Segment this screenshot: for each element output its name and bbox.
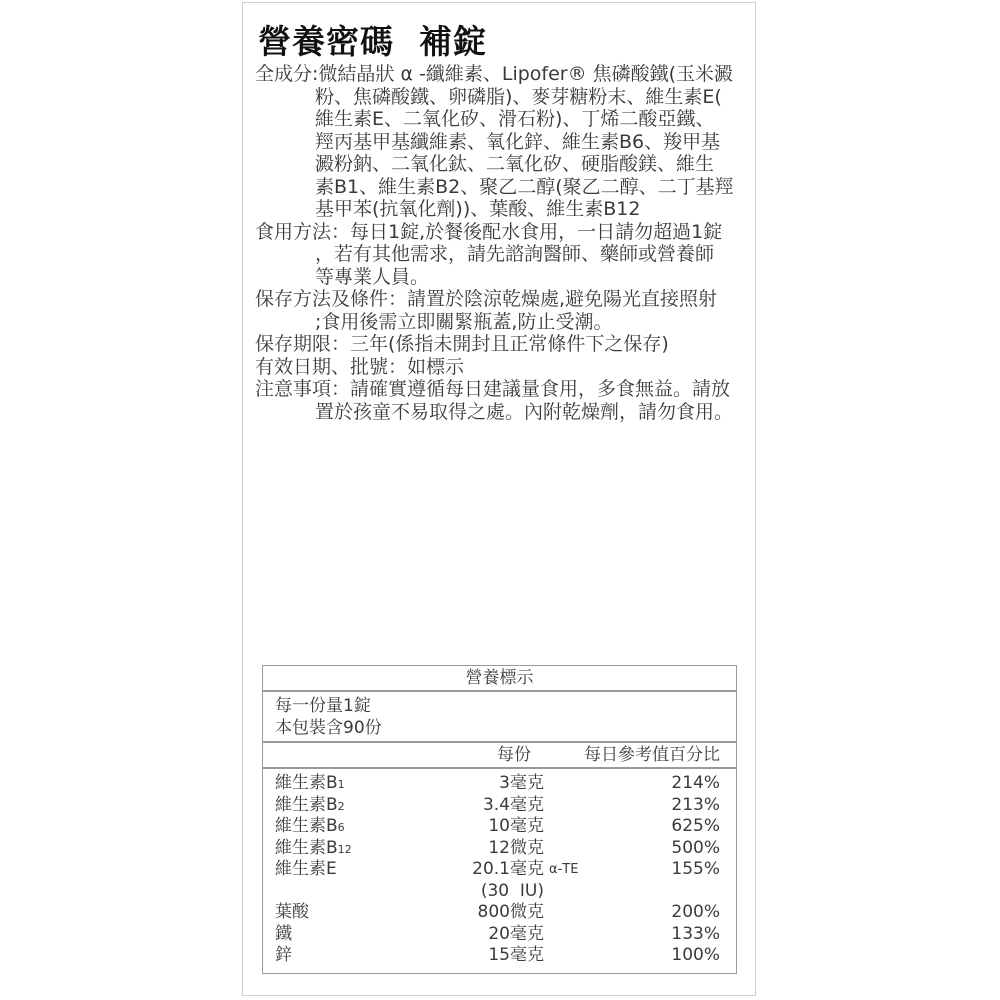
nutrient-name: 維生素E xyxy=(275,859,337,879)
section-continuation-line: ;食用後需立即關緊瓶蓋,防止受潮。 xyxy=(315,310,613,333)
nutrient-row xyxy=(263,902,736,924)
nutrient-row xyxy=(263,859,736,881)
serving-info xyxy=(263,692,736,743)
nutrient-daily-value: 155% xyxy=(671,859,720,879)
nutrient-amount: 3毫克 xyxy=(499,773,544,793)
section-continuation-line: 維生素E、二氧化矽、滑石粉)、丁烯二酸亞鐵、 xyxy=(315,108,715,130)
nutrient-amount: 3.4毫克 xyxy=(482,794,544,815)
nutrient-name: 鋅 xyxy=(275,945,292,965)
nutrient-name: 維生素B12 xyxy=(275,837,352,858)
nutrient-name: 維生素B2 xyxy=(275,794,345,815)
section-line: 食用方法：每日1錠,於餐後配水食用，一日請勿超過1錠 xyxy=(255,220,723,243)
product-title: 營養密碼 補錠 xyxy=(258,22,487,61)
section-continuation-line: 粉、焦磷酸鐵、卵磷脂)、麥芽糖粉末、維生素E( xyxy=(315,85,722,108)
section-line: 注意事項：請確實遵循每日建議量食用，多食無益。請放 xyxy=(255,378,731,400)
nutrient-rows xyxy=(263,769,736,967)
section-continuation-line: 素B1、維生素B2、聚乙二醇(聚乙二醇、二丁基羥 xyxy=(315,175,734,198)
nutrient-row xyxy=(263,795,736,817)
column-headers xyxy=(263,743,736,769)
section-line: 有效日期、批號：如標示 xyxy=(255,355,465,378)
nutrient-amount: 20毫克 xyxy=(488,923,544,944)
section-continuation-line: 羥丙基甲基纖維素、氧化鋅、維生素B6、羧甲基 xyxy=(315,130,721,153)
nutrient-amount: 12微克 xyxy=(488,837,544,858)
col-per-serving: 每份 xyxy=(497,745,531,765)
nutrient-row xyxy=(263,881,736,903)
nutrient-daily-value: 625% xyxy=(671,816,720,836)
nutrient-name: 鐵 xyxy=(275,923,292,944)
nutrient-row xyxy=(263,773,736,795)
nutrient-daily-value: 100% xyxy=(671,945,720,965)
nutrient-row xyxy=(263,945,736,967)
section-line: 保存方法及條件：請置於陰涼乾燥處,避免陽光直接照射 xyxy=(255,288,718,310)
section-line: 保存期限：三年(係指未開封且正常條件下之保存) xyxy=(255,333,669,355)
nutrient-row xyxy=(263,816,736,838)
nutrient-amount: (30 IU) xyxy=(480,880,544,901)
nutrient-name: 葉酸 xyxy=(275,902,309,922)
nutrient-name: 維生素B6 xyxy=(275,816,345,836)
servings-per-package: 本包裝含90份 xyxy=(275,718,382,738)
label-text xyxy=(255,63,750,423)
nutrient-amount: 20.1毫克 xyxy=(472,859,544,879)
nutrient-unit-note: α-TE xyxy=(549,862,579,877)
nutrient-daily-value: 133% xyxy=(671,923,720,944)
section-continuation-line: ，若有其他需求，請先諮詢醫師、藥師或營養師 xyxy=(315,243,715,265)
nutrition-title: 營養標示 xyxy=(263,666,736,692)
section-continuation-line: 置於孩童不易取得之處。內附乾燥劑，請勿食用。 xyxy=(315,400,734,423)
serving-size: 每一份量1錠 xyxy=(275,696,371,716)
nutrient-amount: 15毫克 xyxy=(488,945,544,965)
nutrient-amount: 800微克 xyxy=(477,902,544,922)
nutrient-daily-value: 214% xyxy=(671,773,720,793)
section-continuation-line: 等專業人員。 xyxy=(315,265,430,288)
section-continuation-line: 澱粉鈉、二氧化鈦、二氧化矽、硬脂酸鎂、維生 xyxy=(315,153,715,175)
nutrient-amount: 10毫克 xyxy=(488,816,544,836)
nutrient-row xyxy=(263,838,736,860)
section-continuation-line: 基甲苯(抗氧化劑))、葉酸、維生素B12 xyxy=(315,198,641,220)
nutrient-daily-value: 213% xyxy=(671,794,720,815)
nutrient-name: 維生素B1 xyxy=(275,773,345,793)
nutrient-daily-value: 200% xyxy=(671,902,720,922)
section-line: 全成分:微結晶狀 α -纖維素、Lipofer® 焦磷酸鐵(玉米澱 xyxy=(255,63,734,85)
col-daily-value: 每日參考值百分比 xyxy=(584,745,720,765)
nutrient-daily-value: 500% xyxy=(671,837,720,858)
nutrition-facts-table xyxy=(262,665,737,974)
nutrient-row xyxy=(263,924,736,946)
